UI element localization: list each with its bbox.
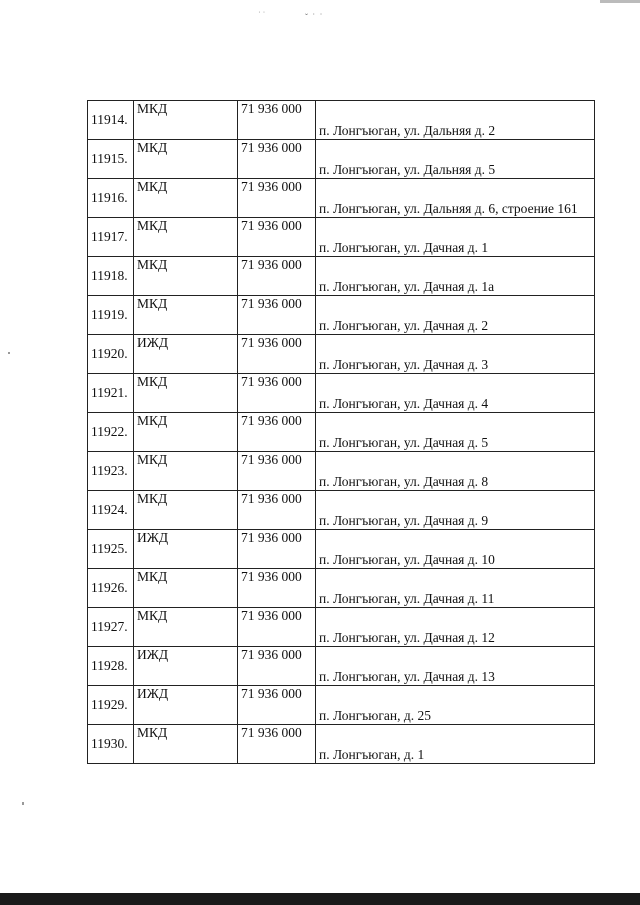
address-cell: п. Лонгъюган, ул. Дальняя д. 6, строение 161: [316, 179, 595, 218]
scan-edge-artifact: [600, 0, 640, 3]
address-cell: п. Лонгъюган, ул. Дачная д. 1: [316, 218, 595, 257]
address-cell: п. Лонгъюган, ул. Дачная д. 9: [316, 491, 595, 530]
row-number-cell: 11922.: [88, 413, 134, 452]
oktmo-code-cell: 71 936 000: [238, 569, 316, 608]
address-cell: п. Лонгъюган, д. 1: [316, 725, 595, 764]
scan-noise-mark: ˙ ˙: [258, 10, 266, 19]
building-type-cell: ИЖД: [134, 686, 238, 725]
oktmo-code-cell: 71 936 000: [238, 686, 316, 725]
registry-rows: [88, 101, 595, 764]
table-row: [88, 218, 595, 257]
row-number-cell: 11924.: [88, 491, 134, 530]
building-type-cell: МКД: [134, 374, 238, 413]
address-cell: п. Лонгъюган, д. 25: [316, 686, 595, 725]
table-row: [88, 179, 595, 218]
row-number-cell: 11918.: [88, 257, 134, 296]
address-cell: п. Лонгъюган, ул. Дачная д. 11: [316, 569, 595, 608]
table-row: [88, 647, 595, 686]
building-type-cell: МКД: [134, 257, 238, 296]
address-cell: п. Лонгъюган, ул. Дальняя д. 5: [316, 140, 595, 179]
table-row: [88, 101, 595, 140]
oktmo-code-cell: 71 936 000: [238, 179, 316, 218]
oktmo-code-cell: 71 936 000: [238, 101, 316, 140]
row-number-cell: 11921.: [88, 374, 134, 413]
row-number-cell: 11915.: [88, 140, 134, 179]
address-cell: п. Лонгъюган, ул. Дачная д. 10: [316, 530, 595, 569]
row-number-cell: 11917.: [88, 218, 134, 257]
table-row: [88, 491, 595, 530]
oktmo-code-cell: 71 936 000: [238, 335, 316, 374]
oktmo-code-cell: 71 936 000: [238, 452, 316, 491]
building-type-cell: МКД: [134, 491, 238, 530]
building-type-cell: ИЖД: [134, 335, 238, 374]
address-cell: п. Лонгъюган, ул. Дачная д. 1а: [316, 257, 595, 296]
row-number-cell: 11925.: [88, 530, 134, 569]
building-type-cell: МКД: [134, 179, 238, 218]
table-row: [88, 140, 595, 179]
building-type-cell: МКД: [134, 452, 238, 491]
address-cell: п. Лонгъюган, ул. Дачная д. 4: [316, 374, 595, 413]
building-type-cell: МКД: [134, 140, 238, 179]
oktmo-code-cell: 71 936 000: [238, 647, 316, 686]
row-number-cell: 11916.: [88, 179, 134, 218]
address-cell: п. Лонгъюган, ул. Дачная д. 2: [316, 296, 595, 335]
table-row: [88, 569, 595, 608]
scan-dot: [8, 352, 10, 354]
oktmo-code-cell: 71 936 000: [238, 725, 316, 764]
oktmo-code-cell: 71 936 000: [238, 257, 316, 296]
table-row: [88, 257, 595, 296]
scan-bottom-edge: [0, 893, 640, 905]
building-type-cell: МКД: [134, 725, 238, 764]
table-row: [88, 530, 595, 569]
building-type-cell: МКД: [134, 569, 238, 608]
row-number-cell: 11926.: [88, 569, 134, 608]
building-type-cell: МКД: [134, 296, 238, 335]
oktmo-code-cell: 71 936 000: [238, 608, 316, 647]
address-cell: п. Лонгъюган, ул. Дальняя д. 2: [316, 101, 595, 140]
table-row: [88, 686, 595, 725]
table-row: [88, 608, 595, 647]
scan-dot: [22, 802, 24, 805]
row-number-cell: 11930.: [88, 725, 134, 764]
oktmo-code-cell: 71 936 000: [238, 140, 316, 179]
row-number-cell: 11929.: [88, 686, 134, 725]
address-cell: п. Лонгъюган, ул. Дачная д. 12: [316, 608, 595, 647]
row-number-cell: 11919.: [88, 296, 134, 335]
oktmo-code-cell: 71 936 000: [238, 218, 316, 257]
table-row: [88, 374, 595, 413]
table-row: [88, 296, 595, 335]
row-number-cell: 11920.: [88, 335, 134, 374]
row-number-cell: 11927.: [88, 608, 134, 647]
table-row: [88, 452, 595, 491]
building-type-cell: ИЖД: [134, 647, 238, 686]
address-registry-table: [87, 100, 595, 764]
oktmo-code-cell: 71 936 000: [238, 374, 316, 413]
oktmo-code-cell: 71 936 000: [238, 530, 316, 569]
oktmo-code-cell: 71 936 000: [238, 491, 316, 530]
row-number-cell: 11923.: [88, 452, 134, 491]
address-cell: п. Лонгъюган, ул. Дачная д. 13: [316, 647, 595, 686]
building-type-cell: МКД: [134, 413, 238, 452]
building-type-cell: ИЖД: [134, 530, 238, 569]
building-type-cell: МКД: [134, 608, 238, 647]
row-number-cell: 11914.: [88, 101, 134, 140]
scan-stamp-mark: ˇ ˙ ˙: [305, 12, 324, 22]
table-row: [88, 725, 595, 764]
table-row: [88, 335, 595, 374]
oktmo-code-cell: 71 936 000: [238, 413, 316, 452]
address-cell: п. Лонгъюган, ул. Дачная д. 8: [316, 452, 595, 491]
table-row: [88, 413, 595, 452]
address-cell: п. Лонгъюган, ул. Дачная д. 3: [316, 335, 595, 374]
oktmo-code-cell: 71 936 000: [238, 296, 316, 335]
building-type-cell: МКД: [134, 101, 238, 140]
address-cell: п. Лонгъюган, ул. Дачная д. 5: [316, 413, 595, 452]
row-number-cell: 11928.: [88, 647, 134, 686]
building-type-cell: МКД: [134, 218, 238, 257]
